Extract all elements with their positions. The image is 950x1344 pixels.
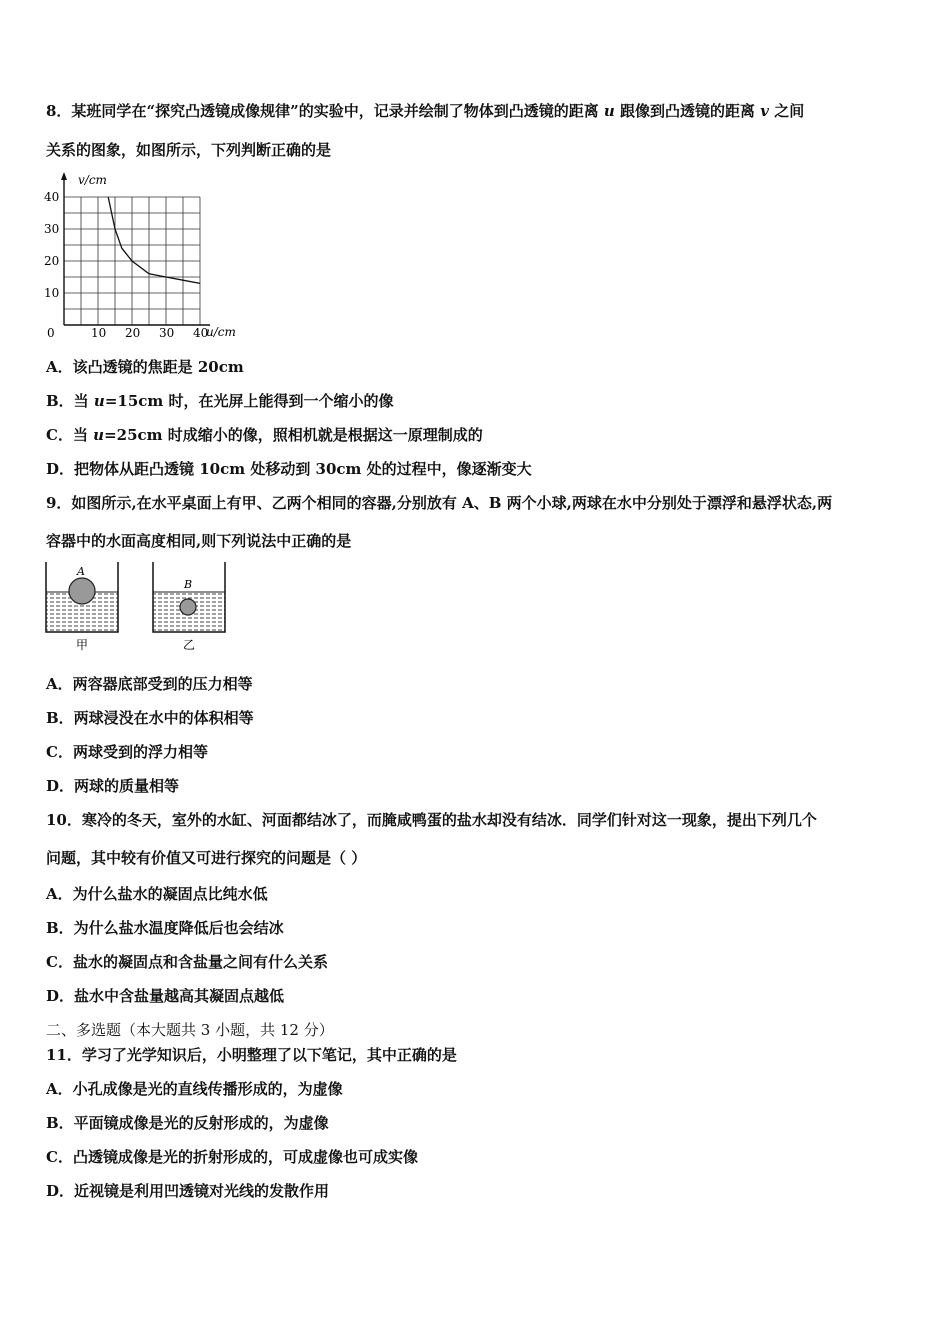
q8-stem-text-b: 跟像到凸透镜的距离: [614, 102, 761, 120]
ball-b: [180, 599, 196, 615]
q8-stem-line2: 关系的图象，如图所示，下列判断正确的是: [46, 141, 332, 159]
q9-option-b: B．两球浸没在水中的体积相等: [46, 709, 254, 727]
q8-option-b-pre: B．当: [46, 392, 94, 410]
q11-option-c: C．凸透镜成像是光的折射形成的，可成虚像也可成实像: [46, 1148, 418, 1166]
q8-var-v: v: [760, 102, 769, 120]
q8-option-a: A．该凸透镜的焦距是 20cm: [46, 358, 244, 376]
ball-b-label: B: [184, 578, 193, 591]
chart-x-axis-label: u/cm: [206, 325, 236, 339]
q11-option-a: A．小孔成像是光的直线传播形成的，为虚像: [46, 1080, 343, 1098]
y-tick-label: 20: [44, 254, 60, 268]
y-tick-label: 30: [44, 222, 60, 236]
q8-option-c: [46, 425, 483, 445]
q9-option-a: A．两容器底部受到的压力相等: [46, 675, 253, 693]
section-2-title: 二、多选题（本大题共 3 小题，共 12 分）: [46, 1021, 334, 1039]
q10-option-c: C．盐水的凝固点和含盐量之间有什么关系: [46, 953, 328, 971]
q8-option-c-var: u: [93, 426, 105, 444]
caption-yi: 乙: [183, 638, 196, 652]
series-curve: [108, 197, 200, 283]
ball-a-label: A: [77, 565, 85, 578]
x-tick-label: 20: [125, 326, 141, 340]
q9-stem-line1: 9．如图所示,在水平桌面上有甲、乙两个相同的容器,分别放有 A、B 两个小球,两球在水中分别处于漂浮和悬浮状态,两: [46, 494, 833, 512]
chart-series: [108, 197, 200, 283]
q11-stem-line1: 11．学习了光学知识后，小明整理了以下笔记，其中正确的是: [46, 1046, 457, 1064]
q9-option-c: C．两球受到的浮力相等: [46, 743, 208, 761]
container-yi: [153, 562, 225, 652]
x-tick-label: 10: [91, 326, 107, 340]
q8-option-b-post: =15cm 时，在光屏上能得到一个缩小的像: [104, 392, 394, 410]
q8-option-c-post: =25cm 时成缩小的像，照相机就是根据这一原理制成的: [104, 426, 483, 444]
chart-axes: [61, 172, 210, 325]
q9-option-d: D．两球的质量相等: [46, 777, 180, 795]
q10-stem-line1: 10．寒冷的冬天，室外的水缸、河面都结冰了，而腌咸鸭蛋的盐水却没有结冰．同学们针对这一现象，提出下列几个: [46, 811, 817, 829]
q8-stem-line1: [46, 101, 804, 121]
q9-figure: [44, 560, 234, 655]
q11-option-b: B．平面镜成像是光的反射形成的，为虚像: [46, 1114, 329, 1132]
x-tick-label: 40: [193, 326, 209, 340]
chart-y-axis-label: v/cm: [78, 173, 107, 187]
chart-ticks: [44, 190, 208, 340]
q10-option-d: D．盐水中含盐量越高其凝固点越低: [46, 987, 285, 1005]
q10-option-b: B．为什么盐水温度降低后也会结冰: [46, 919, 284, 937]
y-axis-arrow: [61, 172, 67, 180]
q8-var-u: u: [603, 102, 615, 120]
q8-chart: [44, 170, 254, 345]
q8-option-d: D．把物体从距凸透镜 10cm 处移动到 30cm 处的过程中，像逐渐变大: [46, 460, 532, 478]
ball-a: [69, 578, 95, 604]
q8-stem-text-a: 8．某班同学在“探究凸透镜成像规律”的实验中，记录并绘制了物体到凸透镜的距离: [46, 102, 604, 120]
q8-option-b: [46, 391, 393, 411]
caption-jia: 甲: [76, 638, 89, 652]
q8-stem-text-c: 之间: [769, 102, 805, 120]
x-tick-label: 30: [159, 326, 175, 340]
q11-option-d: D．近视镜是利用凹透镜对光线的发散作用: [46, 1182, 330, 1200]
q10-option-a: A．为什么盐水的凝固点比纯水低: [46, 885, 268, 903]
container-jia: [46, 562, 118, 652]
x-tick-label: 0: [47, 326, 55, 340]
q8-option-b-var: u: [93, 392, 105, 410]
y-tick-label: 10: [44, 286, 60, 300]
q8-option-c-pre: C．当: [46, 426, 94, 444]
q10-stem-line2: 问题，其中较有价值又可进行探究的问题是（ ）: [46, 849, 367, 867]
q9-stem-line2: 容器中的水面高度相同,则下列说法中正确的是: [46, 532, 352, 550]
y-tick-label: 40: [44, 190, 60, 204]
